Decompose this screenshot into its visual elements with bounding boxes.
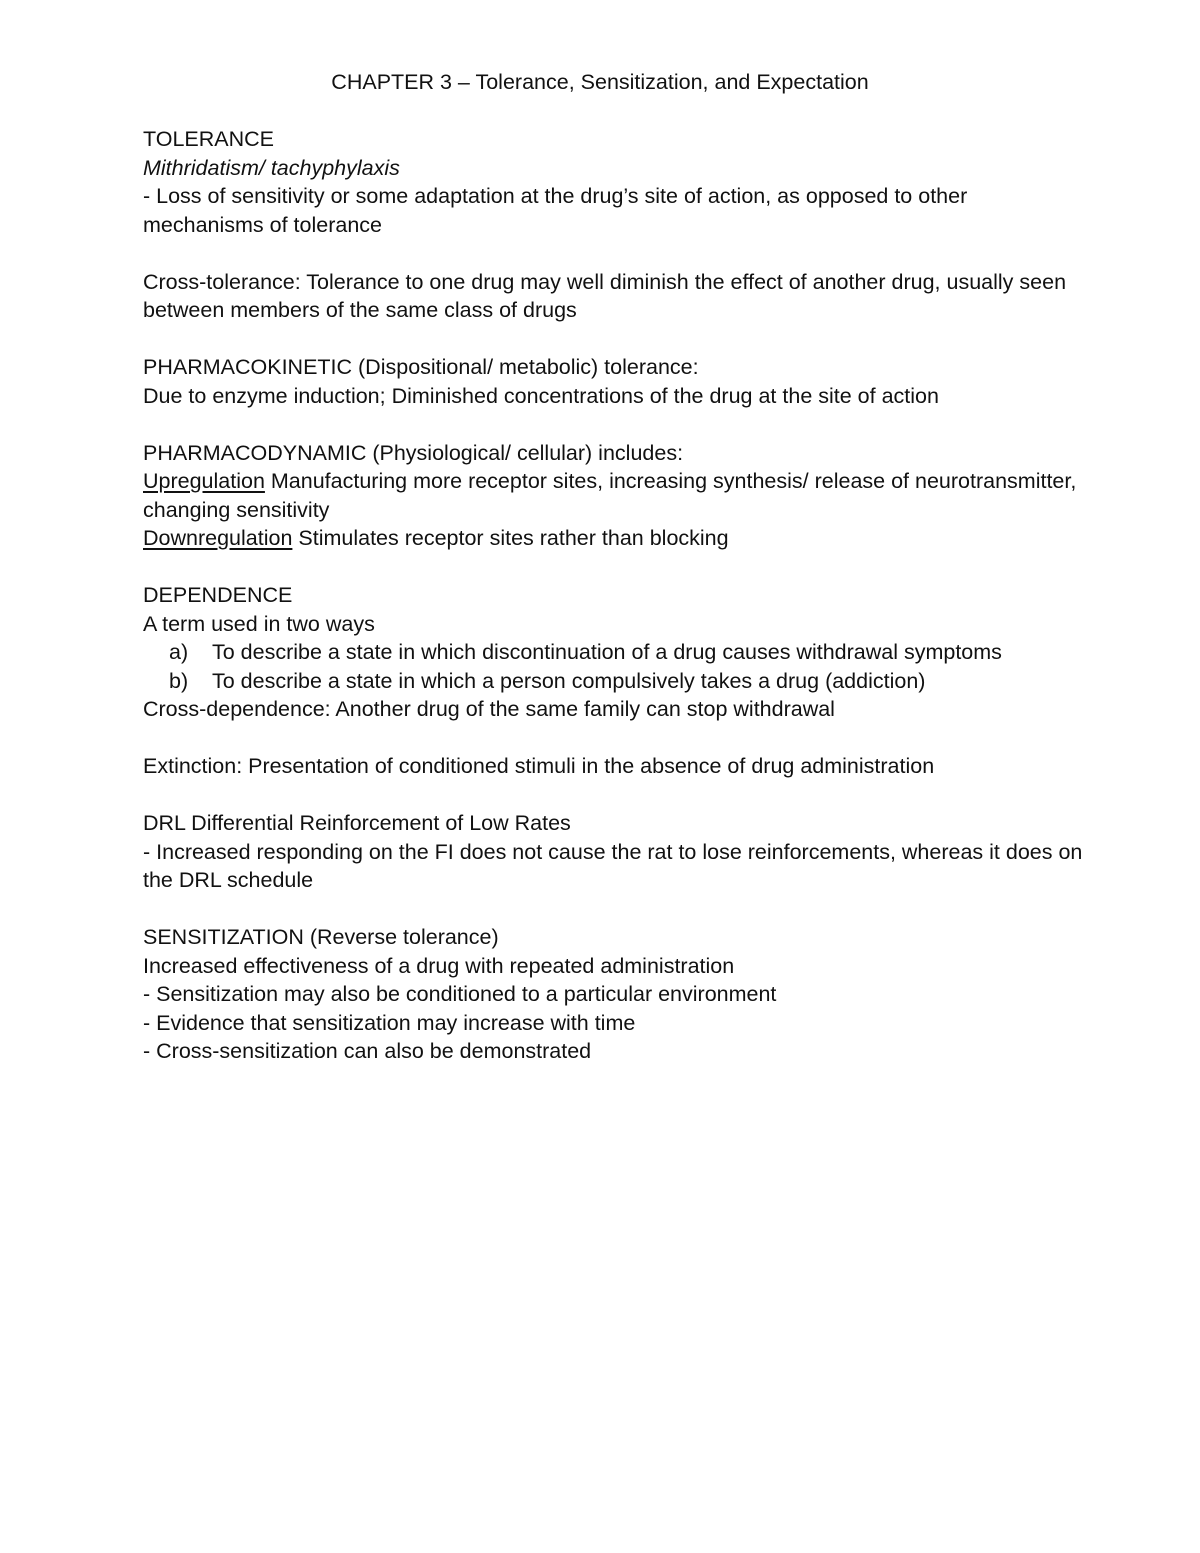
sensitization-bullet: - Sensitization may also be conditioned to a particular environment (143, 982, 777, 1006)
list-marker: a) (169, 640, 189, 664)
drl-description: - Increased responding on the FI does not cause the rat to lose reinforcements, whereas it does on the DRL schedule (143, 839, 1083, 892)
pharmacodynamic-heading: PHARMACODYNAMIC (Physiological/ cellular) includes: (143, 440, 684, 465)
sensitization-bullet: - Cross-sensitization can also be demonstrated (143, 1039, 592, 1063)
extinction-paragraph: Extinction: Presentation of conditioned stimuli in the absence of drug administration (143, 754, 935, 778)
spacer (143, 724, 1083, 753)
spacer (143, 239, 1083, 268)
tolerance-heading: TOLERANCE (143, 127, 275, 151)
sensitization-intro: Increased effectiveness of a drug with repeated administration (143, 953, 735, 978)
tolerance-subheading: Mithridatism/ tachyphylaxis (143, 155, 400, 180)
list-item-text: To describe a state in which discontinuation of a drug causes withdrawal symptoms (212, 640, 1002, 664)
upregulation-text: Manufacturing more receptor sites, increasing synthesis/ release of neurotransmitter, changing sensitivity (143, 469, 1077, 522)
downregulation-paragraph (143, 524, 1083, 553)
upregulation-term: Upregulation (143, 469, 265, 493)
downregulation-term: Downregulation (143, 526, 293, 550)
spacer (143, 895, 1083, 924)
cross-dependence-paragraph: Cross-dependence: Another drug of the same family can stop withdrawal (143, 697, 835, 721)
upregulation-paragraph (143, 467, 1083, 524)
dependence-intro: A term used in two ways (143, 611, 375, 636)
spacer (143, 325, 1083, 354)
list-marker: b) (169, 668, 189, 693)
sensitization-bullet: - Evidence that sensitization may increase with time (143, 1010, 636, 1035)
pharmacokinetic-description: Due to enzyme induction; Diminished concentrations of the drug at the site of action (143, 383, 939, 408)
sensitization-heading: SENSITIZATION (Reverse tolerance) (143, 925, 499, 949)
downregulation-text: Stimulates receptor sites rather than blocking (292, 526, 729, 550)
list-item-text: To describe a state in which a person compulsively takes a drug (addiction) (212, 668, 926, 693)
spacer (143, 410, 1083, 439)
list-item (143, 667, 1083, 696)
cross-tolerance-paragraph: Cross-tolerance: Tolerance to one drug may well diminish the effect of another drug, usually seen between members of the same class of drugs (143, 269, 1067, 322)
pharmacokinetic-heading: PHARMACOKINETIC (Dispositional/ metabolic) tolerance: (143, 355, 699, 379)
list-item (143, 638, 1083, 667)
drl-heading: DRL Differential Reinforcement of Low Rates (143, 811, 571, 835)
page-title: CHAPTER 3 – Tolerance, Sensitization, and Expectation (331, 70, 869, 94)
tolerance-description: - Loss of sensitivity or some adaptation at the drug’s site of action, as opposed to other mechanisms of tolerance (143, 184, 968, 237)
document-body (143, 68, 1083, 1066)
spacer (143, 553, 1083, 582)
dependence-heading: DEPENDENCE (143, 583, 293, 607)
spacer (143, 781, 1083, 810)
